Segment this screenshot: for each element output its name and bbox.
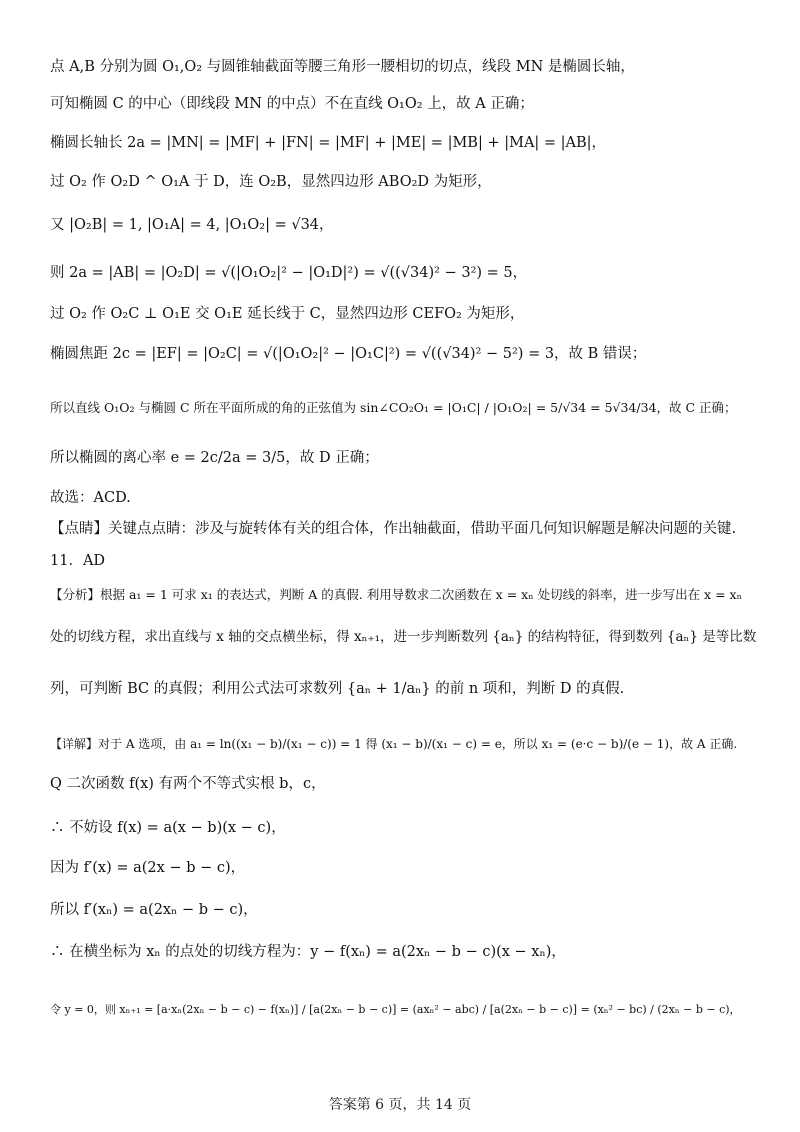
analysis-line-3: 列，可判断 BC 的真假；利用公式法可求数列 {aₙ + 1/aₙ} 的前 n 项和，判断 D 的真假. [50,681,625,697]
detail-line-4: 因为 f′(x) = a(2x − b − c)， [50,860,246,876]
text-line-3: 椭圆长轴长 2a = |MN| = |MF| + |FN| = |MF| + |ME| = |MB| + |MA| = |AB|， [50,135,607,151]
analysis-line-1: 【分析】根据 a₁ = 1 可求 x₁ 的表达式，判断 A 的真假. 利用导数求二次函数在 x = xₙ 处切线的斜率，进一步写出在 x = xₙ [50,587,742,602]
text-line-1: 点 A,B 分别为圆 O₁,O₂ 与圆锥轴截面等腰三角形一腰相切的切点，线段 MN 是椭圆长轴， [50,59,635,75]
page-footer: 答案第 6 页，共 14 页 [328,1097,472,1113]
text-line-4: 过 O₂ 作 O₂D ^ O₁A 于 D，连 O₂B，显然四边形 ABO₂D 为矩形， [50,174,492,190]
detail-line-2: Q 二次函数 f(x) 有两个不等式实根 b，c， [50,776,326,792]
text-line-5: 又 |O₂B| = 1, |O₁A| = 4, |O₁O₂| = √34， [50,217,334,233]
text-line-2: 可知椭圆 C 的中心（即线段 MN 的中点）不在直线 O₁O₂ 上，故 A 正确； [50,96,534,112]
detail-line-7: 令 y = 0，则 xₙ₊₁ = [a·xₙ(2xₙ − b − c) − f(xₙ)] / [a(2xₙ − b − c)] = (axₙ² − abc) / [a(2xₙ − b − c)] = (xₙ² − bc) / (2xₙ − b − c)， [50,1003,741,1016]
text-line-9: 所以直线 O₁O₂ 与椭圆 C 所在平面所成的角的正弦值为 sin∠CO₂O₁ = |O₁C| / |O₁O₂| = 5/√34 = 5√34/34，故 C 正确； [50,400,737,415]
key-point-note: 【点睛】关键点点睛：涉及与旋转体有关的组合体，作出轴截面，借助平面几何知识解题是解决问题的关键. [50,521,737,537]
detail-line-5: 所以 f′(xₙ) = a(2xₙ − b − c)， [50,902,258,918]
question-11-answer: 11．AD [50,553,106,569]
detail-line-3: ∴ 不妨设 f(x) = a(x − b)(x − c)， [50,820,286,836]
text-line-8: 椭圆焦距 2c = |EF| = |O₂C| = √(|O₁O₂|² − |O₁C|²) = √((√34)² − 5²) = 3，故 B 错误； [50,346,647,362]
analysis-line-2: 处的切线方程，求出直线与 x 轴的交点横坐标，得 xₙ₊₁，进一步判断数列 {aₙ} 的结构特征，得到数列 {aₙ} 是等比数 [50,629,757,645]
detail-line-6: ∴ 在横坐标为 xₙ 的点处的切线方程为：y − f(xₙ) = a(2xₙ − b − c)(x − xₙ)， [50,944,566,960]
text-line-10: 所以椭圆的离心率 e = 2c/2a = 3/5，故 D 正确； [50,450,379,466]
detail-line-1: 【详解】对于 A 选项，由 a₁ = ln((x₁ − b)/(x₁ − c)) = 1 得 (x₁ − b)/(x₁ − c) = e，所以 x₁ = (e·c − b)/(e − 1)，故 A 正确. [50,737,738,751]
text-line-11: 故选：ACD. [50,490,131,506]
text-line-7: 过 O₂ 作 O₂C ⊥ O₁E 交 O₁E 延长线于 C，显然四边形 CEFO₂ 为矩形， [50,306,525,322]
text-line-6: 则 2a = |AB| = |O₂D| = √(|O₁O₂|² − |O₁D|²) = √((√34)² − 3²) = 5， [50,265,528,281]
